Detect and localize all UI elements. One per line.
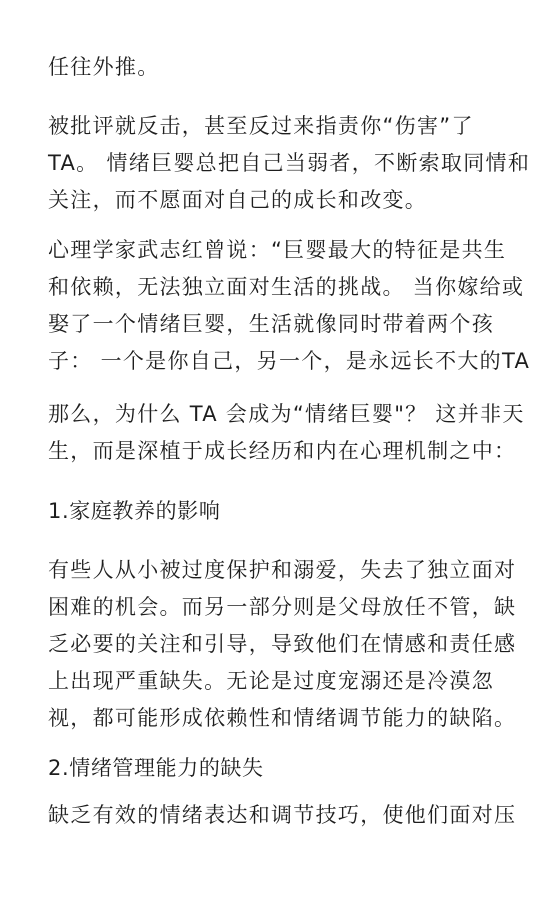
text-line: 关注，而不愿面对自己的成长和改变。 (48, 188, 428, 212)
paragraph-quote (48, 232, 531, 380)
heading-text: 1.家庭教养的影响 (48, 499, 221, 523)
section-heading-family (48, 493, 496, 530)
text-line: 困难的机会。而另一部分则是父母放任不管，缺 (48, 595, 517, 619)
paragraph-criticized (48, 108, 531, 219)
text-line: 被批评就反击，甚至反过来指责你“伤害”了 (48, 114, 474, 138)
paragraph-emotion (48, 797, 517, 834)
text-line: TA。 情绪巨婴总把自己当弱者，不断索取同情和 (48, 151, 531, 175)
paragraph-why (48, 396, 525, 470)
text-line: 心理学家武志红曾说：“巨婴最大的特征是共生 (48, 238, 507, 262)
paragraph-family (48, 552, 517, 737)
text-line: 上出现严重缺失。无论是过度宠溺还是冷漠忽 (48, 669, 494, 693)
text-line: 视，都可能形成依赖性和情绪调节能力的缺陷。 (48, 706, 517, 730)
heading-text: 2.情绪管理能力的缺失 (48, 756, 264, 780)
text-line: 乏必要的关注和引导，导致他们在情感和责任感 (48, 632, 517, 656)
text-line: 娶了一个情绪巨婴，生活就像同时带着两个孩 (48, 312, 494, 336)
text-line: 那么，为什么 TA 会成为“情绪巨婴"？ 这并非天 (48, 402, 525, 426)
paragraph-intro-end (48, 49, 496, 86)
text-line: 和依赖，无法独立面对生活的挑战。 当你嫁给或 (48, 275, 525, 299)
text-line: 子： 一个是你自己，另一个，是永远长不大的TA (48, 349, 531, 373)
text-line: 生，而是深植于成长经历和内在心理机制之中： (48, 439, 517, 463)
text-line: 缺乏有效的情绪表达和调节技巧，使他们面对压 (48, 803, 517, 827)
text-line: 有些人从小被过度保护和溺爱，失去了独立面对 (48, 558, 517, 582)
section-heading-emotion (48, 750, 496, 787)
text-line: 任往外推。 (48, 55, 160, 79)
